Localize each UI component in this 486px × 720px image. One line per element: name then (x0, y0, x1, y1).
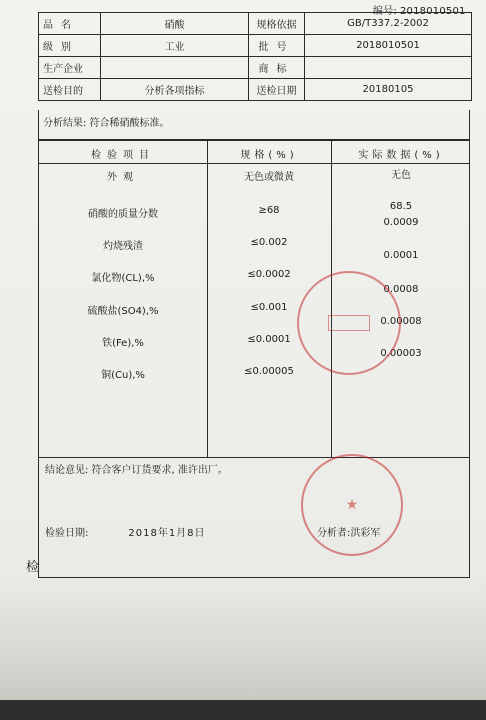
manufacturer-value (101, 57, 249, 78)
document-number-label: 编号: (373, 6, 397, 17)
row-item: 硫酸盐(SO4),% (87, 306, 159, 317)
batch-label: 批号 (249, 35, 305, 56)
header-table (38, 12, 472, 101)
header-row (39, 35, 471, 57)
scan-shadow (0, 580, 486, 710)
batch-value: 2018010501 (356, 40, 420, 51)
product-name-value: 硝酸 (101, 13, 249, 34)
header-row (39, 57, 471, 79)
purpose-label: 送检目的 (39, 79, 101, 100)
row-item: 铁(Fe),% (102, 338, 144, 349)
row-actual: 0.00003 (380, 348, 422, 359)
analysis-result: 分析结果: 符合稀硝酸标准。 (38, 110, 470, 140)
stray-character: 检 (26, 560, 40, 575)
row-spec: ≤0.001 (250, 302, 288, 313)
scan-bottom-edge (0, 700, 486, 720)
row-spec: ≤0.0002 (247, 269, 291, 280)
submit-date-value: 20180105 (362, 84, 414, 95)
conclusion-text: 结论意见: 符合客户订货要求, 准许出厂。 (45, 465, 228, 476)
table-header-row (39, 141, 469, 164)
trademark-value (305, 57, 471, 78)
seal-inner-box (328, 315, 370, 331)
row-actual: 0.0008 (383, 284, 419, 295)
analyst-label: 分析者: (317, 528, 351, 539)
company-seal-stamp (301, 454, 403, 556)
grade-label: 级别 (39, 35, 101, 56)
inspection-date-label: 检验日期: (45, 528, 89, 539)
row-spec: ≤0.002 (250, 237, 288, 248)
inspection-date-value: 2018年1月8日 (128, 528, 206, 539)
row-spec: ≤0.0001 (247, 334, 291, 345)
row-actual: 0.0009 (383, 217, 419, 228)
header-row (39, 13, 471, 35)
spec-basis-value: GB/T337.2-2002 (347, 18, 429, 29)
document-number-value: 2018010501 (399, 6, 466, 17)
row-spec: 无色或微黄 (244, 172, 294, 183)
submit-date-label: 送检日期 (249, 79, 305, 100)
row-actual: 无色 (391, 170, 411, 181)
purpose-value: 分析各项指标 (101, 79, 249, 100)
column-divider (207, 141, 208, 457)
row-spec: ≥68 (258, 205, 280, 216)
row-item: 硝酸的质量分数 (88, 209, 158, 220)
inspection-date (45, 524, 206, 539)
conclusion-section (38, 458, 470, 578)
row-item: 铜(Cu),% (101, 370, 145, 381)
trademark-label: 商标 (249, 57, 305, 78)
header-test-item: 检验项目 (91, 150, 155, 161)
header-spec: 规格(%) (240, 150, 298, 161)
manufacturer-label: 生产企业 (39, 57, 101, 78)
company-seal-stamp (297, 271, 401, 375)
grade-value: 工业 (101, 35, 249, 56)
results-table (38, 140, 470, 458)
row-spec: ≤0.00005 (244, 366, 294, 377)
row-actual: 0.0001 (383, 250, 419, 261)
row-item: 灼烧残渣 (103, 241, 143, 252)
product-name-label: 品名 (39, 13, 101, 34)
row-actual: 0.00008 (380, 316, 422, 327)
spec-basis-label: 规格依据 (249, 13, 305, 34)
header-actual: 实际数据(%) (358, 150, 444, 161)
row-item: 氯化物(CL),% (91, 273, 155, 284)
analyst-value: 洪彩军 (350, 528, 381, 539)
seal-star-icon: ★ (345, 497, 359, 513)
row-item: 外观 (107, 172, 139, 183)
row-actual: 68.5 (389, 201, 413, 212)
header-row (39, 79, 471, 100)
